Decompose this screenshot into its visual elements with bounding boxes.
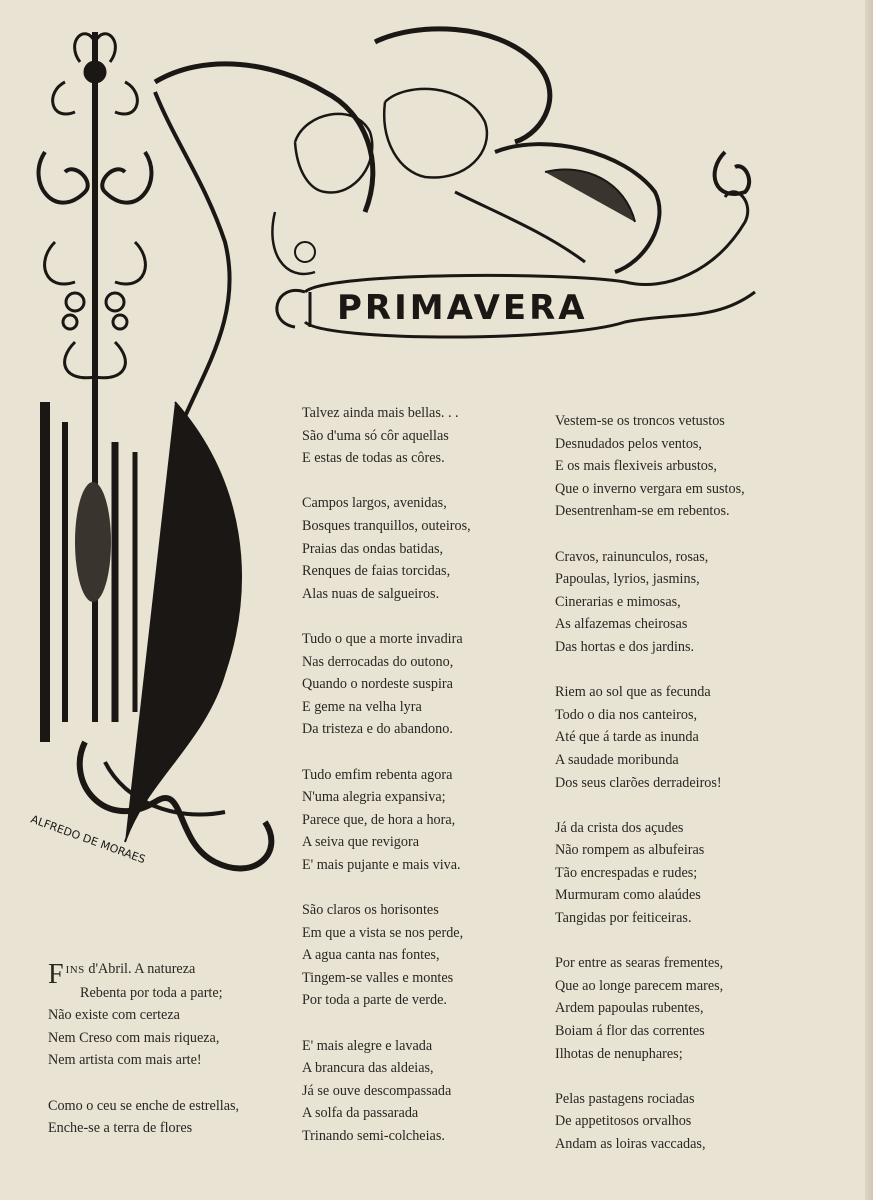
poem-line: De appetitosos orvalhos <box>555 1113 692 1130</box>
poem-line: Desnudados pelos ventos, <box>555 435 702 452</box>
poem-line: A saudade moribunda <box>555 751 679 768</box>
poem-line: Já se ouve descompassada <box>302 1082 452 1099</box>
stanza <box>555 817 795 930</box>
stanza <box>302 1035 542 1148</box>
poem-line: N'uma alegria expansiva; <box>302 789 446 806</box>
stanza <box>555 410 795 523</box>
poem-line: Alas nuas de salgueiros. <box>302 585 440 602</box>
poem-column-middle <box>302 402 542 1170</box>
poem-line: Parece que, de hora a hora, <box>302 811 456 828</box>
poem-line: Da tristeza e do abandono. <box>302 721 453 738</box>
poem-line: Riem ao sol que as fecunda <box>555 684 711 701</box>
poem-line: Andam as loiras vaccadas, <box>555 1136 706 1152</box>
stanza <box>302 628 542 741</box>
poem-line: As alfazemas cheirosas <box>555 616 688 633</box>
poem-line: Tudo emfim rebenta agora <box>302 766 453 783</box>
poem-line: Trinando semi-colcheias. <box>302 1128 445 1144</box>
page-edge <box>865 0 873 1200</box>
poem-line: Vestem-se os troncos vetustos <box>555 413 725 429</box>
poem-line: Tingem-se valles e montes <box>302 969 454 986</box>
poem-line: Das hortas e dos jardins. <box>555 638 695 655</box>
stanza <box>302 402 542 470</box>
poem-line: São claros os horisontes <box>302 902 439 919</box>
stanza <box>555 1088 795 1156</box>
stanza <box>48 958 288 1072</box>
poem-line: Dos seus clarões derradeiros! <box>555 774 722 791</box>
poem-line: Já da crista dos açudes <box>555 819 684 836</box>
poem-line: Não rompem as albufeiras <box>555 842 705 859</box>
poem-line: Que ao longe parecem mares, <box>555 977 724 994</box>
poem-line: Nem Creso com mais riqueza, <box>48 1029 220 1046</box>
poem-line: Praias das ondas batidas, <box>302 540 444 557</box>
poem-line: Tangidas por feiticeiras. <box>555 910 692 927</box>
poem-line: Ardem papoulas rubentes, <box>555 1000 704 1017</box>
poem-line: Murmuram como alaúdes <box>555 887 701 904</box>
poem-line: Que o inverno vergara em sustos, <box>555 480 745 497</box>
poem-line: Boiam á flor das correntes <box>555 1023 705 1040</box>
poem-line: Bosques tranquillos, outeiros, <box>302 517 471 534</box>
stanza <box>48 1095 288 1140</box>
poem-line: Talvez ainda mais bellas. . . <box>302 405 459 421</box>
poem-line <box>48 958 288 990</box>
poem-line: Tão encrespadas e rudes; <box>555 864 698 881</box>
artist-signature: ALFREDO DE MORAES <box>28 812 148 867</box>
poem-line: Quando o nordeste suspira <box>302 676 453 693</box>
poem-line: Pelas pastagens rociadas <box>555 1090 695 1107</box>
poem-line: E' mais alegre e lavada <box>302 1037 433 1054</box>
poem-line: Não existe com certeza <box>48 1007 180 1024</box>
poem-line: A solfa da passarada <box>302 1105 419 1122</box>
poem-line: Tudo o que a morte invadira <box>302 630 463 647</box>
poem-line: Cinerarias e mimosas, <box>555 593 681 610</box>
poem-line: E estas de todas as côres. <box>302 450 445 467</box>
poem-line: Nem artista com mais arte! <box>48 1052 202 1069</box>
stanza <box>555 681 795 794</box>
poem-column-left <box>48 958 288 1162</box>
stanza <box>555 546 795 659</box>
poem-line: Renques de faias torcidas, <box>302 563 451 580</box>
poem-line: Como o ceu se enche de estrellas, <box>48 1097 240 1114</box>
poem-line: Papoulas, lyrios, jasmins, <box>555 571 700 588</box>
poem-line: São d'uma só côr aquellas <box>302 427 449 444</box>
poem-line: Campos largos, avenidas, <box>302 495 447 512</box>
opening-line-rest: d'Abril. A natureza <box>84 961 196 977</box>
poem-line: Rebenta por toda a parte; <box>80 984 223 1001</box>
poem-column-right <box>555 410 795 1178</box>
stanza <box>302 764 542 877</box>
poem-line: A brancura das aldeias, <box>302 1060 434 1077</box>
poem-line: E geme na velha lyra <box>302 698 422 715</box>
poem-line: Enche-se a terra de flores <box>48 1120 193 1137</box>
stanza <box>302 899 542 1012</box>
poem-line: Todo o dia nos canteiros, <box>555 706 698 723</box>
poem-line: A seiva que revigora <box>302 834 420 851</box>
poem-line: Nas derrocadas do outono, <box>302 653 454 670</box>
poem-line: Até que á tarde as inunda <box>555 729 699 746</box>
poem-line: Desentrenham-se em rebentos. <box>555 503 730 520</box>
poem-line: A agua canta nas fontes, <box>302 947 440 964</box>
poem-line: Ilhotas de nenuphares; <box>555 1045 683 1062</box>
poem-line: E os mais flexiveis arbustos, <box>555 458 717 475</box>
page-title: PRIMAVERA <box>337 288 588 328</box>
poem-line: E' mais pujante e mais viva. <box>302 856 461 873</box>
smallcaps-text: INS <box>65 964 85 976</box>
dropcap-letter: F <box>48 959 64 990</box>
poem-line: Em que a vista se nos perde, <box>302 924 464 941</box>
poem-line: Por toda a parte de verde. <box>302 992 447 1009</box>
poem-line: Cravos, rainunculos, rosas, <box>555 548 709 565</box>
stanza <box>302 492 542 605</box>
stanza <box>555 952 795 1065</box>
poem-line: Por entre as searas frementes, <box>555 955 724 972</box>
